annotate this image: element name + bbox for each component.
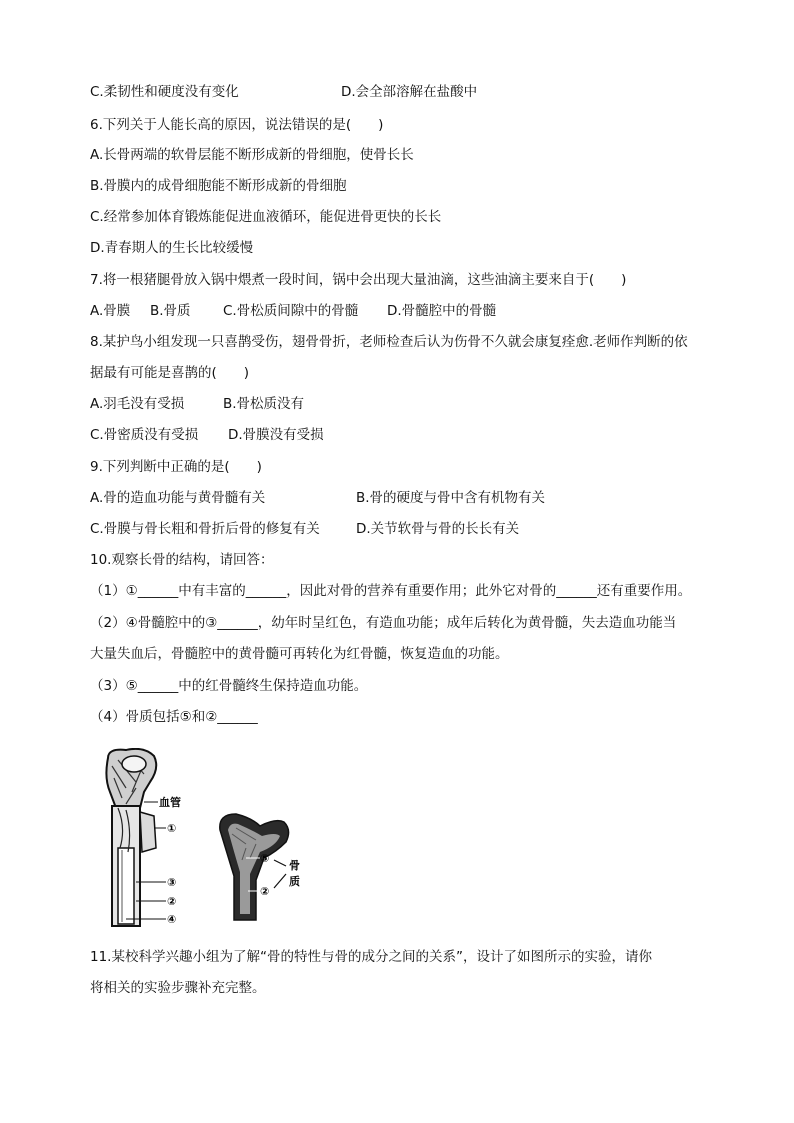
marker-5: ⑤: [260, 852, 270, 865]
q10-part2-line1: （2）④骨髓腔中的③______，幼年时呈红色，有造血功能；成年后转化为黄骨髓，失去造血功能当: [90, 615, 677, 631]
q11-line1: 11.某校科学兴趣小组为了解“骨的特性与骨的成分之间的关系”，设计了如图所示的实验，请你: [90, 949, 652, 965]
q5-option-d: D.会全部溶解在盐酸中: [341, 84, 478, 100]
q8-options-row2: [90, 426, 324, 444]
long-bone-figure: [96, 748, 326, 933]
q7-option-b: B.骨质: [150, 303, 191, 319]
marker-2-left: ②: [167, 895, 177, 908]
q6-option-a: A.长骨两端的软骨层能不断形成新的骨细胞，使骨长长: [90, 147, 414, 163]
q10-part3: （3）⑤______中的红骨髓终生保持造血功能。: [90, 678, 368, 694]
label-blood-vessel: 血管: [159, 796, 181, 809]
q6-option-c: C.经常参加体育锻炼能促进血液循环，能促进骨更快的长长: [90, 209, 442, 225]
q8-options-row1: [90, 395, 305, 413]
label-bone-char-2: 质: [289, 875, 300, 888]
femur-head-section-drawing: [220, 814, 289, 920]
label-bone-char-1: 骨: [289, 859, 300, 872]
q9-option-d: D.关节软骨与骨的长长有关: [356, 521, 520, 537]
q9-option-b: B.骨的硬度与骨中含有机物有关: [356, 490, 546, 506]
q8-option-d: D.骨膜没有受损: [228, 427, 324, 443]
q6-option-d: D.青春期人的生长比较缓慢: [90, 240, 254, 256]
q8-stem-line2: 据最有可能是喜鹊的( ): [90, 365, 250, 381]
q6-option-b: B.骨膜内的成骨细胞能不断形成新的骨细胞: [90, 178, 347, 194]
marker-1: ①: [167, 822, 177, 835]
long-bone-section-drawing: [106, 749, 166, 926]
q7-option-a: A.骨膜: [90, 303, 131, 319]
marker-4: ④: [167, 913, 177, 926]
q8-stem-line1: 8.某护鸟小组发现一只喜鹊受伤，翅骨骨折，老师检查后认为伤骨不久就会康复痊愈.老师作判断的依: [90, 334, 688, 350]
q7-stem: 7.将一根猪腿骨放入锅中煨煮一段时间，锅中会出现大量油滴，这些油滴主要来自于( ): [90, 272, 627, 288]
q9-options-row2: [90, 520, 520, 538]
q9-stem: 9.下列判断中正确的是( ): [90, 459, 262, 475]
q10-part1: （1）①______中有丰富的______，因此对骨的营养有重要作用；此外它对骨的______还有重要作用。: [90, 583, 692, 599]
q7-option-d: D.骨髓腔中的骨髓: [387, 303, 497, 319]
q9-options-row1: [90, 489, 546, 507]
marker-2-right: ②: [260, 885, 270, 898]
q7-options-row: [90, 302, 497, 320]
q5-option-c: C.柔韧性和硬度没有变化: [90, 84, 239, 100]
q8-option-c: C.骨密质没有受损: [90, 427, 199, 443]
q11-line2: 将相关的实验步骤补充完整。: [90, 980, 266, 996]
q9-option-a: A.骨的造血功能与黄骨髓有关: [90, 490, 266, 506]
q8-option-a: A.羽毛没有受损: [90, 396, 185, 412]
q10-part4: （4）骨质包括⑤和②______: [90, 709, 258, 725]
q7-option-c: C.骨松质间隙中的骨髓: [223, 303, 359, 319]
q10-part2-line2: 大量失血后，骨髓腔中的黄骨髓可再转化为红骨髓，恢复造血的功能。: [90, 646, 509, 662]
q8-option-b: B.骨松质没有: [223, 396, 305, 412]
q10-stem: 10.观察长骨的结构，请回答：: [90, 552, 274, 568]
q5-options-row: [90, 83, 478, 101]
q6-stem: 6.下列关于人能长高的原因，说法错误的是( ): [90, 117, 384, 133]
q9-option-c: C.骨膜与骨长粗和骨折后骨的修复有关: [90, 521, 320, 537]
marker-3: ③: [167, 876, 177, 889]
